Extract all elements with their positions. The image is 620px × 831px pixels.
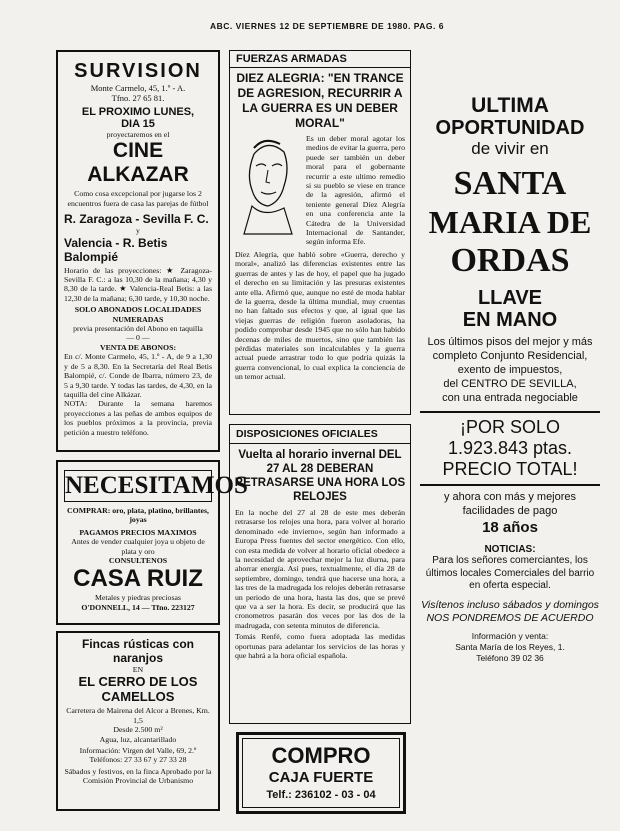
company-name: CASA RUIZ (73, 565, 203, 593)
fincas-place: EL CERRO DE LOS CAMELLOS (78, 674, 198, 705)
disposiciones-headline: Vuelta al horario invernal DEL 27 AL 28 DEBERAN RETRASARSE UNA HORA LOS RELOJES (234, 449, 406, 503)
subscribers: SOLO ABONADOS LOCALIDADES NUMERADAS (74, 305, 202, 324)
por-solo: ¡POR SOLO (459, 417, 561, 437)
intro-text: Como cosa excepcional por jugarse los 2 encuentros fuera de casa las parejas de fútbol (67, 189, 209, 208)
oportunidad: OPORTUNIDAD (435, 117, 585, 139)
santa: SANTA (453, 165, 567, 202)
fincas-weekend: Sábados y festivos, en la finca Aprobado por la Comisión Provincial de Urbanismo (64, 766, 212, 786)
info-label: Información y venta: (471, 630, 549, 641)
schedule: Horario de las proyecciones: ★ Zaragoza-Sevilla F. C.: a las 10,30 de la mañana; 4,30 y 8,30 de la tarde. ★ Valencia-Real Betis: a las 12,30 de la mañana; 6,30 tarde, y 10,30 noche. (64, 265, 212, 303)
metals-text: Metales y piedras preciosas (95, 593, 181, 603)
ultima: ULTIMA (471, 94, 549, 117)
sale-title: VENTA DE ABONOS: (99, 342, 177, 352)
en-mano: EN MANO (462, 309, 558, 331)
match-2: Valencia - R. Betis Balompié (64, 235, 168, 264)
next-monday: EL PROXIMO LUNES, (81, 106, 195, 118)
desc-3: del CENTRO DE SEVILLA, (443, 378, 577, 390)
maria-de: MARIA DE (428, 204, 592, 240)
survision-logo: SURVISION (74, 60, 202, 82)
fincas-info: Información: Virgen del Valle, 69, 2.º Teléfonos: 27 33 67 y 27 33 28 (79, 746, 197, 765)
survision-address: Monte Carmelo, 45, 1.º - A. (90, 83, 186, 93)
more-text: y ahora con más y mejores facilidades de pago (443, 491, 577, 517)
disposiciones-section: DISPOSICIONES OFICIALES (230, 425, 410, 444)
necesitamos-title: NECESITAMOS (64, 470, 212, 502)
survision-phone: Tfno. 27 65 81. (111, 93, 165, 103)
desc-2: exento de impuestos, (457, 364, 563, 376)
presentation: previa presentación del Abono en taquilla (73, 324, 203, 334)
desc-4: con una entrada negociable (442, 392, 578, 404)
fuerzas-article (229, 50, 411, 415)
disposiciones-article (229, 424, 411, 724)
sale-text: En c/. Monte Carmelo, 45, 1.º - A, de 9 a 1,30 y de 5 a 8,30. En la Secretaría del Real Betis Balompié, c/. Conde de Ibarra, número 23, de 5 a 9,30 tarde. Y todas las tardes, de 4,30, en la taquilla del cine Alkázar. (64, 352, 212, 399)
desc-1: Los últimos pisos del mejor y más completo Conjunto Residencial, (427, 336, 593, 362)
years: 18 años (482, 519, 538, 536)
day: DIA 15 (121, 118, 155, 130)
de-vivir-en: de vivir en (471, 139, 549, 158)
necesitamos-address: O'DONNELL, 14 — Tfno. 223127 (81, 602, 195, 612)
buy-text: COMPRAR: oro, plata, platino, brillantes, joyas (67, 506, 209, 525)
survision-ad (56, 50, 220, 452)
precio-total: PRECIO TOTAL! (442, 459, 578, 479)
news-title: NOTICIAS: (484, 544, 536, 555)
info-phone: Teléfono 39 02 36 (476, 652, 544, 663)
necesitamos-ad (56, 460, 248, 625)
price: 1.923.843 ptas. (447, 438, 573, 458)
fincas-ad (56, 631, 220, 811)
disposiciones-body-1: En la noche del 27 al 28 de este mes deberán retrasarse los relojes una hora, para volver al horario denominado «de invierno», según han informado a Europa Press fuentes del sector energético. Con ello, con esta medida de volver al horario oficial obedece a la necesidad de aprovechar mejor la luz diurna, para ahorrar energía. Así pues, textualmente, el día 28 de septiembre, domingo, tendrá que hacerse una hora, a las tres de la madrugada los relojes deberán retrasarse un periodo de una hora, hasta las dos, que se prevé que va a ser la hora. Es decir, se producirá que las cronometros pasarán dos veces por las dos de la madrugada, con setenta minutos de diferencia. (235, 508, 405, 630)
compro-ad (236, 732, 406, 814)
cinema-name: CINE ALKAZAR (87, 139, 189, 187)
fuerzas-body: Díez Alegría, que habló sobre «Guerra, derecho y moral», analizó las diferencias existentes entre las guerras de antes y las de hoy, el papel que ha jugado el derecho en su limitación y las presuras existentes ante ella. Afirmó que, aunque no esté de moda hablar de la guerra, desde la última mundial, muy cruentas no han faltado sus efectos y que, al igual que las viejas guerras de religión fueron asoladoras, ha podido comprobar desde 1945 que no sólo han habido decenas de miles de muertos, sino que también las pérdidas materiales son incalculables y la guerra actual puede arrastrar todo lo que podría quizás la guerra convencional, lo cual explica la conciencia de un temor actual. (235, 249, 405, 382)
news-text: Para los señores comerciantes, los últimos locales Comerciales del barrio en oferta especial. (425, 555, 595, 591)
and-text: y (136, 226, 140, 236)
compro-phone: Telf.: 236102 - 03 - 04 (266, 789, 376, 801)
visit-1: Visítenos incluso sábados y domingos (421, 598, 599, 611)
separator: — 0 — (126, 333, 150, 343)
ordas: ORDAS (450, 242, 570, 279)
projected: proyectaremos en el (106, 130, 170, 139)
note: NOTA: Durante la semana haremos proyecciones a las peñas de ambos equipos de los pueblos próximos a la provincia, previa petición a nuestro teléfono. (64, 399, 212, 437)
fincas-title: Fincas rústicas con naranjos (81, 637, 195, 665)
fincas-en: EN (132, 665, 144, 674)
fuerzas-headline: DIEZ ALEGRIA: "EN TRANCE DE AGRESION, RECURRIR A LA GUERRA ES UN DEBER MORAL" (236, 71, 404, 130)
info-address: Santa María de los Reyes, 1. (455, 641, 565, 652)
portrait-sketch (234, 134, 302, 252)
disposiciones-body-2: Tomás Renfé, como fuera adoptada las medidas oportunas para adelantar los servicios de las horas y que habrá a la hora oficial española. (235, 632, 405, 661)
pay-text: PAGAMOS PRECIOS MAXIMOS (79, 527, 197, 537)
match-1: R. Zaragoza - Sevilla F. C. (64, 212, 209, 227)
consult-text: CONSULTENOS (108, 556, 168, 566)
fuerzas-lead: Es un deber moral agotar los medios de evitar la guerra, pero puede ser también un deber moral para el gobernante recurrir a este ultimo remedio si su pueblo se viese en trance de la agresión, afirmó el teniente general Díez Alegría en una conferencia ante la Cátedra de la Universidad Internacional de Santander, según informa Efe. (306, 134, 405, 247)
before-text: Antes de vender cualquier joya u objeto de plata y oro (71, 537, 205, 556)
compro-title: COMPRO (271, 743, 371, 768)
visit-2: NOS PONDREMOS DE ACUERDO (426, 611, 594, 624)
page-header: ABC. VIERNES 12 DE SEPTIEMBRE DE 1980. PAG. 6 (210, 21, 444, 31)
fuerzas-section: FUERZAS ARMADAS (230, 51, 410, 68)
compro-subtitle: CAJA FUERTE (268, 769, 374, 786)
fincas-price: Desde 2.500 m² (113, 725, 163, 735)
fincas-road: Carretera de Mairena del Alcor a Brenes, Km. 1,5 (66, 706, 210, 725)
fincas-water: Agua, luz, alcantarillado (99, 734, 177, 744)
santamaria-ad (420, 95, 600, 815)
llave: LLAVE (477, 287, 543, 309)
